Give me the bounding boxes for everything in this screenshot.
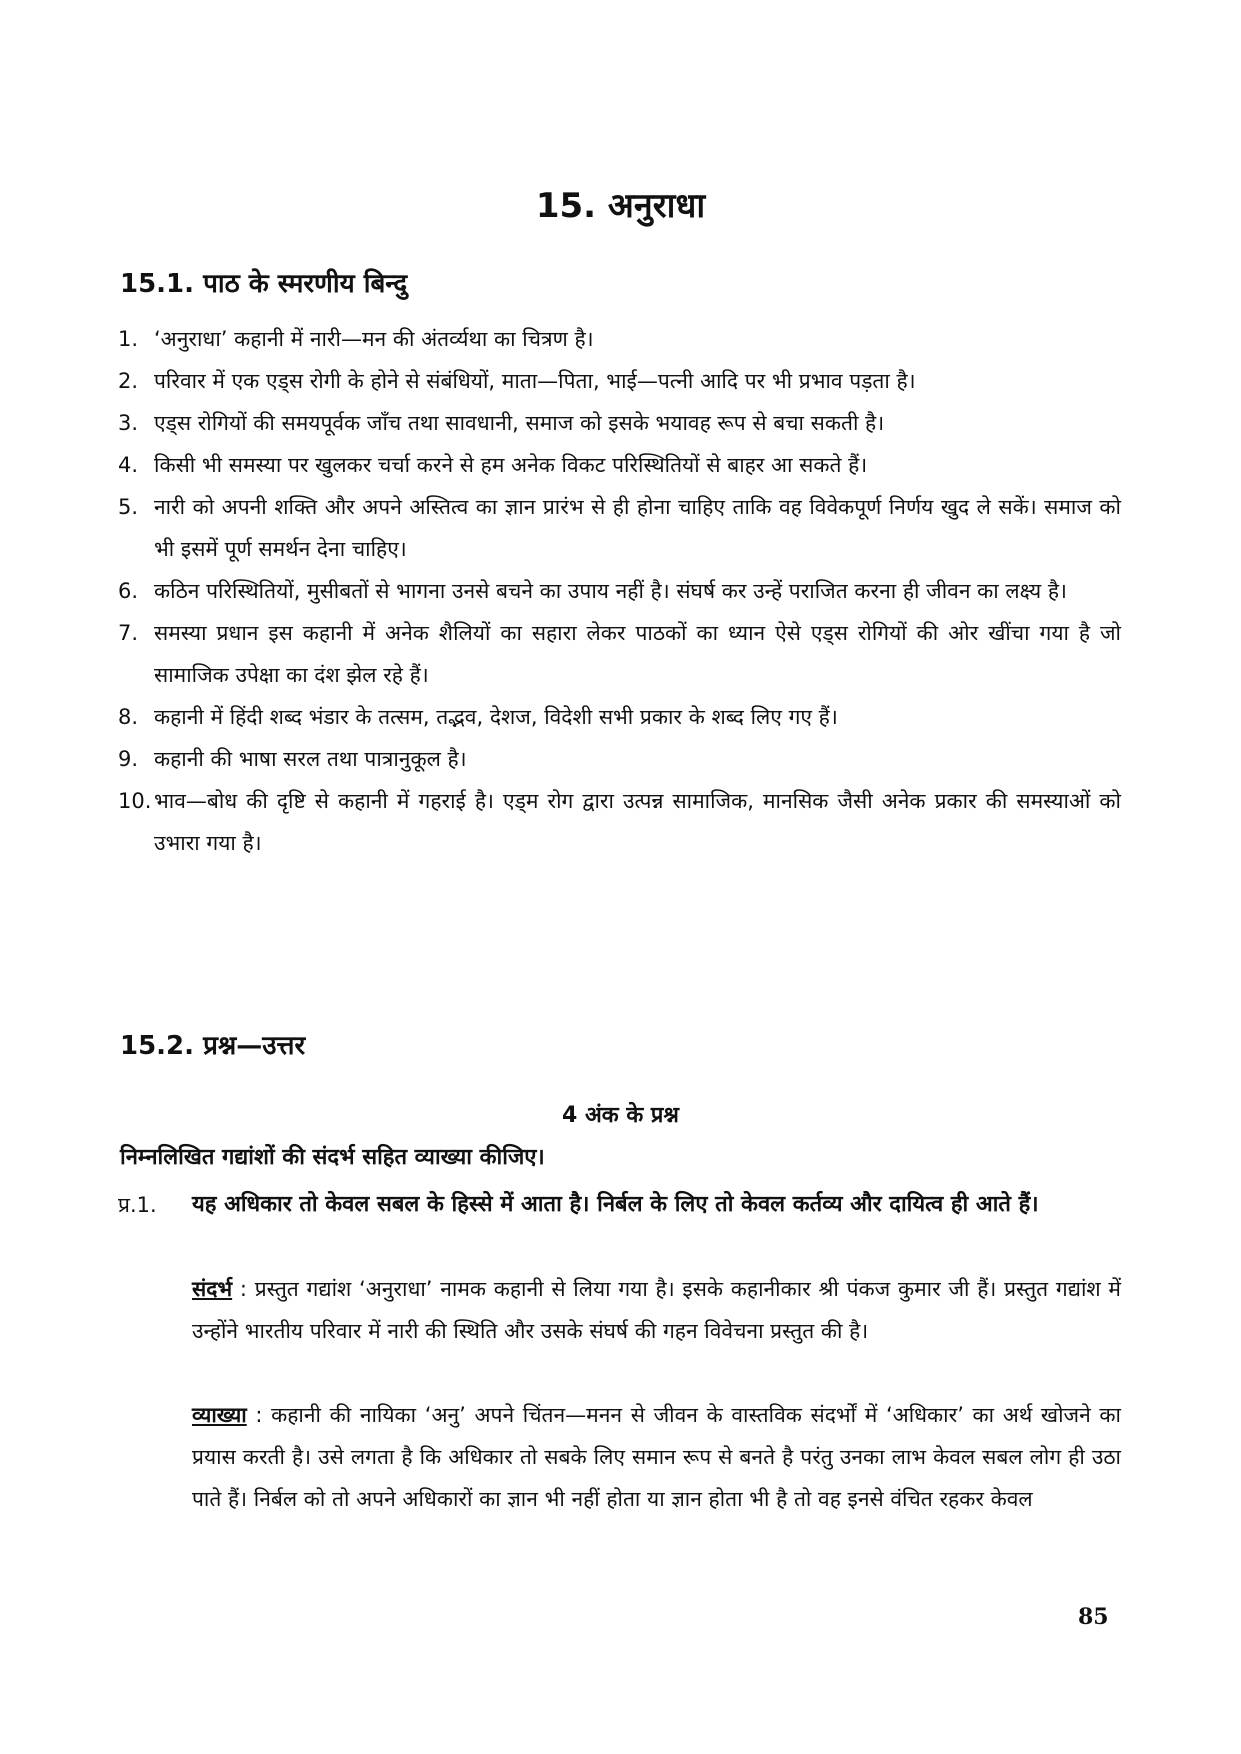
explanation-paragraph	[192, 1394, 1121, 1520]
list-item-text: परिवार में एक एड्स रोगी के होने से संबंधियों, माता—पिता, भाई—पत्नी आदि पर भी प्रभाव पड़ता है।	[154, 369, 916, 393]
list-item-text: ‘अनुराधा’ कहानी में नारी—मन की अंतर्व्यथा का चित्रण है।	[154, 327, 594, 351]
context-text: : प्रस्तुत गद्यांश ‘अनुराधा’ नामक कहानी से लिया गया है। इसके कहानीकार श्री पंकज कुमार जी हैं। प्रस्तुत गद्यांश में उन्होंने भारतीय परिवार में नारी की स्थिति और उसके संघर्ष की गहन विवेचना प्रस्तुत की है।	[192, 1277, 1121, 1343]
list-item-number: 6.	[118, 579, 139, 603]
key-points-list	[118, 318, 1121, 864]
list-item-text: भाव—बोध की दृष्टि से कहानी में गहराई है। एड्म रोग द्वारा उत्पन्न सामाजिक, मानसिक जैसी अनेक प्रकार की समस्याओं को उभारा गया है।	[154, 789, 1121, 855]
list-item	[118, 360, 1121, 402]
list-item-number: 3.	[118, 411, 139, 435]
list-item	[118, 780, 1121, 864]
list-item-text: कहानी की भाषा सरल तथा पात्रानुकूल है।	[154, 747, 467, 771]
list-item-number: 2.	[118, 369, 139, 393]
list-item-number: 1.	[118, 327, 139, 351]
list-item	[118, 696, 1121, 738]
list-item	[118, 612, 1121, 696]
context-paragraph	[192, 1268, 1121, 1352]
list-item-number: 7.	[118, 621, 139, 645]
list-item	[118, 570, 1121, 612]
list-item-number: 5.	[118, 495, 139, 519]
list-item-text: नारी को अपनी शक्ति और अपने अस्तित्व का ज्ञान प्रारंभ से ही होना चाहिए ताकि वह विवेकपूर्ण निर्णय खुद ले सकें। समाज को भी इसमें पूर्ण समर्थन देना चाहिए।	[154, 495, 1121, 561]
list-item	[118, 444, 1121, 486]
list-item-number: 8.	[118, 705, 139, 729]
question	[118, 1184, 1121, 1226]
question-number: प्र.1.	[118, 1193, 157, 1217]
list-item-text: कठिन परिस्थितियों, मुसीबतों से भागना उनसे बचने का उपाय नहीं है। संघर्ष कर उन्हें पराजित करना ही जीवन का लक्ष्य है।	[154, 579, 1067, 603]
list-item	[118, 318, 1121, 360]
section-heading-key-points: 15.1. पाठ के स्मरणीय बिन्दु	[120, 269, 408, 299]
list-item-number: 4.	[118, 453, 139, 477]
list-item	[118, 486, 1121, 570]
chapter-title: 15. अनुराधा	[535, 186, 706, 226]
list-item-text: कहानी में हिंदी शब्द भंडार के तत्सम, तद्भव, देशज, विदेशी सभी प्रकार के शब्द लिए गए हैं।	[154, 705, 838, 729]
page-number: 85	[1078, 1604, 1109, 1630]
marks-heading: 4 अंक के प्रश्न	[562, 1103, 679, 1128]
context-label: संदर्भ	[192, 1277, 233, 1301]
question-text: यह अधिकार तो केवल सबल के हिस्से में आता है। निर्बल के लिए तो केवल कर्तव्य और दायित्व ही आते हैं।	[192, 1192, 1039, 1217]
explanation-text: : कहानी की नायिका ‘अनु’ अपने चिंतन—मनन से जीवन के वास्तविक संदर्भों में ‘अधिकार’ का अर्थ खोजने का प्रयास करती है। उसे लगता है कि अधिकार तो सबके लिए समान रूप से बनते है परंतु उनका लाभ केवल सबल लोग ही उठा पाते हैं। निर्बल को तो अपने अधिकारों का ज्ञान भी नहीं होता या ज्ञान होता भी है तो वह इनसे वंचित रहकर केवल	[192, 1403, 1121, 1511]
list-item-number: 9.	[118, 747, 139, 771]
list-item-text: एड्स रोगियों की समयपूर्वक जाँच तथा सावधानी, समाज को इसके भयावह रूप से बचा सकती है।	[154, 411, 885, 435]
list-item	[118, 738, 1121, 780]
list-item	[118, 402, 1121, 444]
explanation-label: व्याख्या	[192, 1403, 247, 1427]
list-item-number: 10.	[118, 789, 152, 813]
list-item-text: समस्या प्रधान इस कहानी में अनेक शैलियों का सहारा लेकर पाठकों का ध्यान ऐसे एड्स रोगियों की ओर खींचा गया है जो सामाजिक उपेक्षा का दंश झेल रहे हैं।	[154, 621, 1121, 687]
instruction-text: निम्नलिखित गद्यांशों की संदर्भ सहित व्याख्या कीजिए।	[120, 1145, 545, 1170]
section-heading-questions: 15.2. प्रश्न—उत्तर	[120, 1031, 306, 1061]
list-item-text: किसी भी समस्या पर खुलकर चर्चा करने से हम अनेक विकट परिस्थितियों से बाहर आ सकते हैं।	[154, 453, 868, 477]
